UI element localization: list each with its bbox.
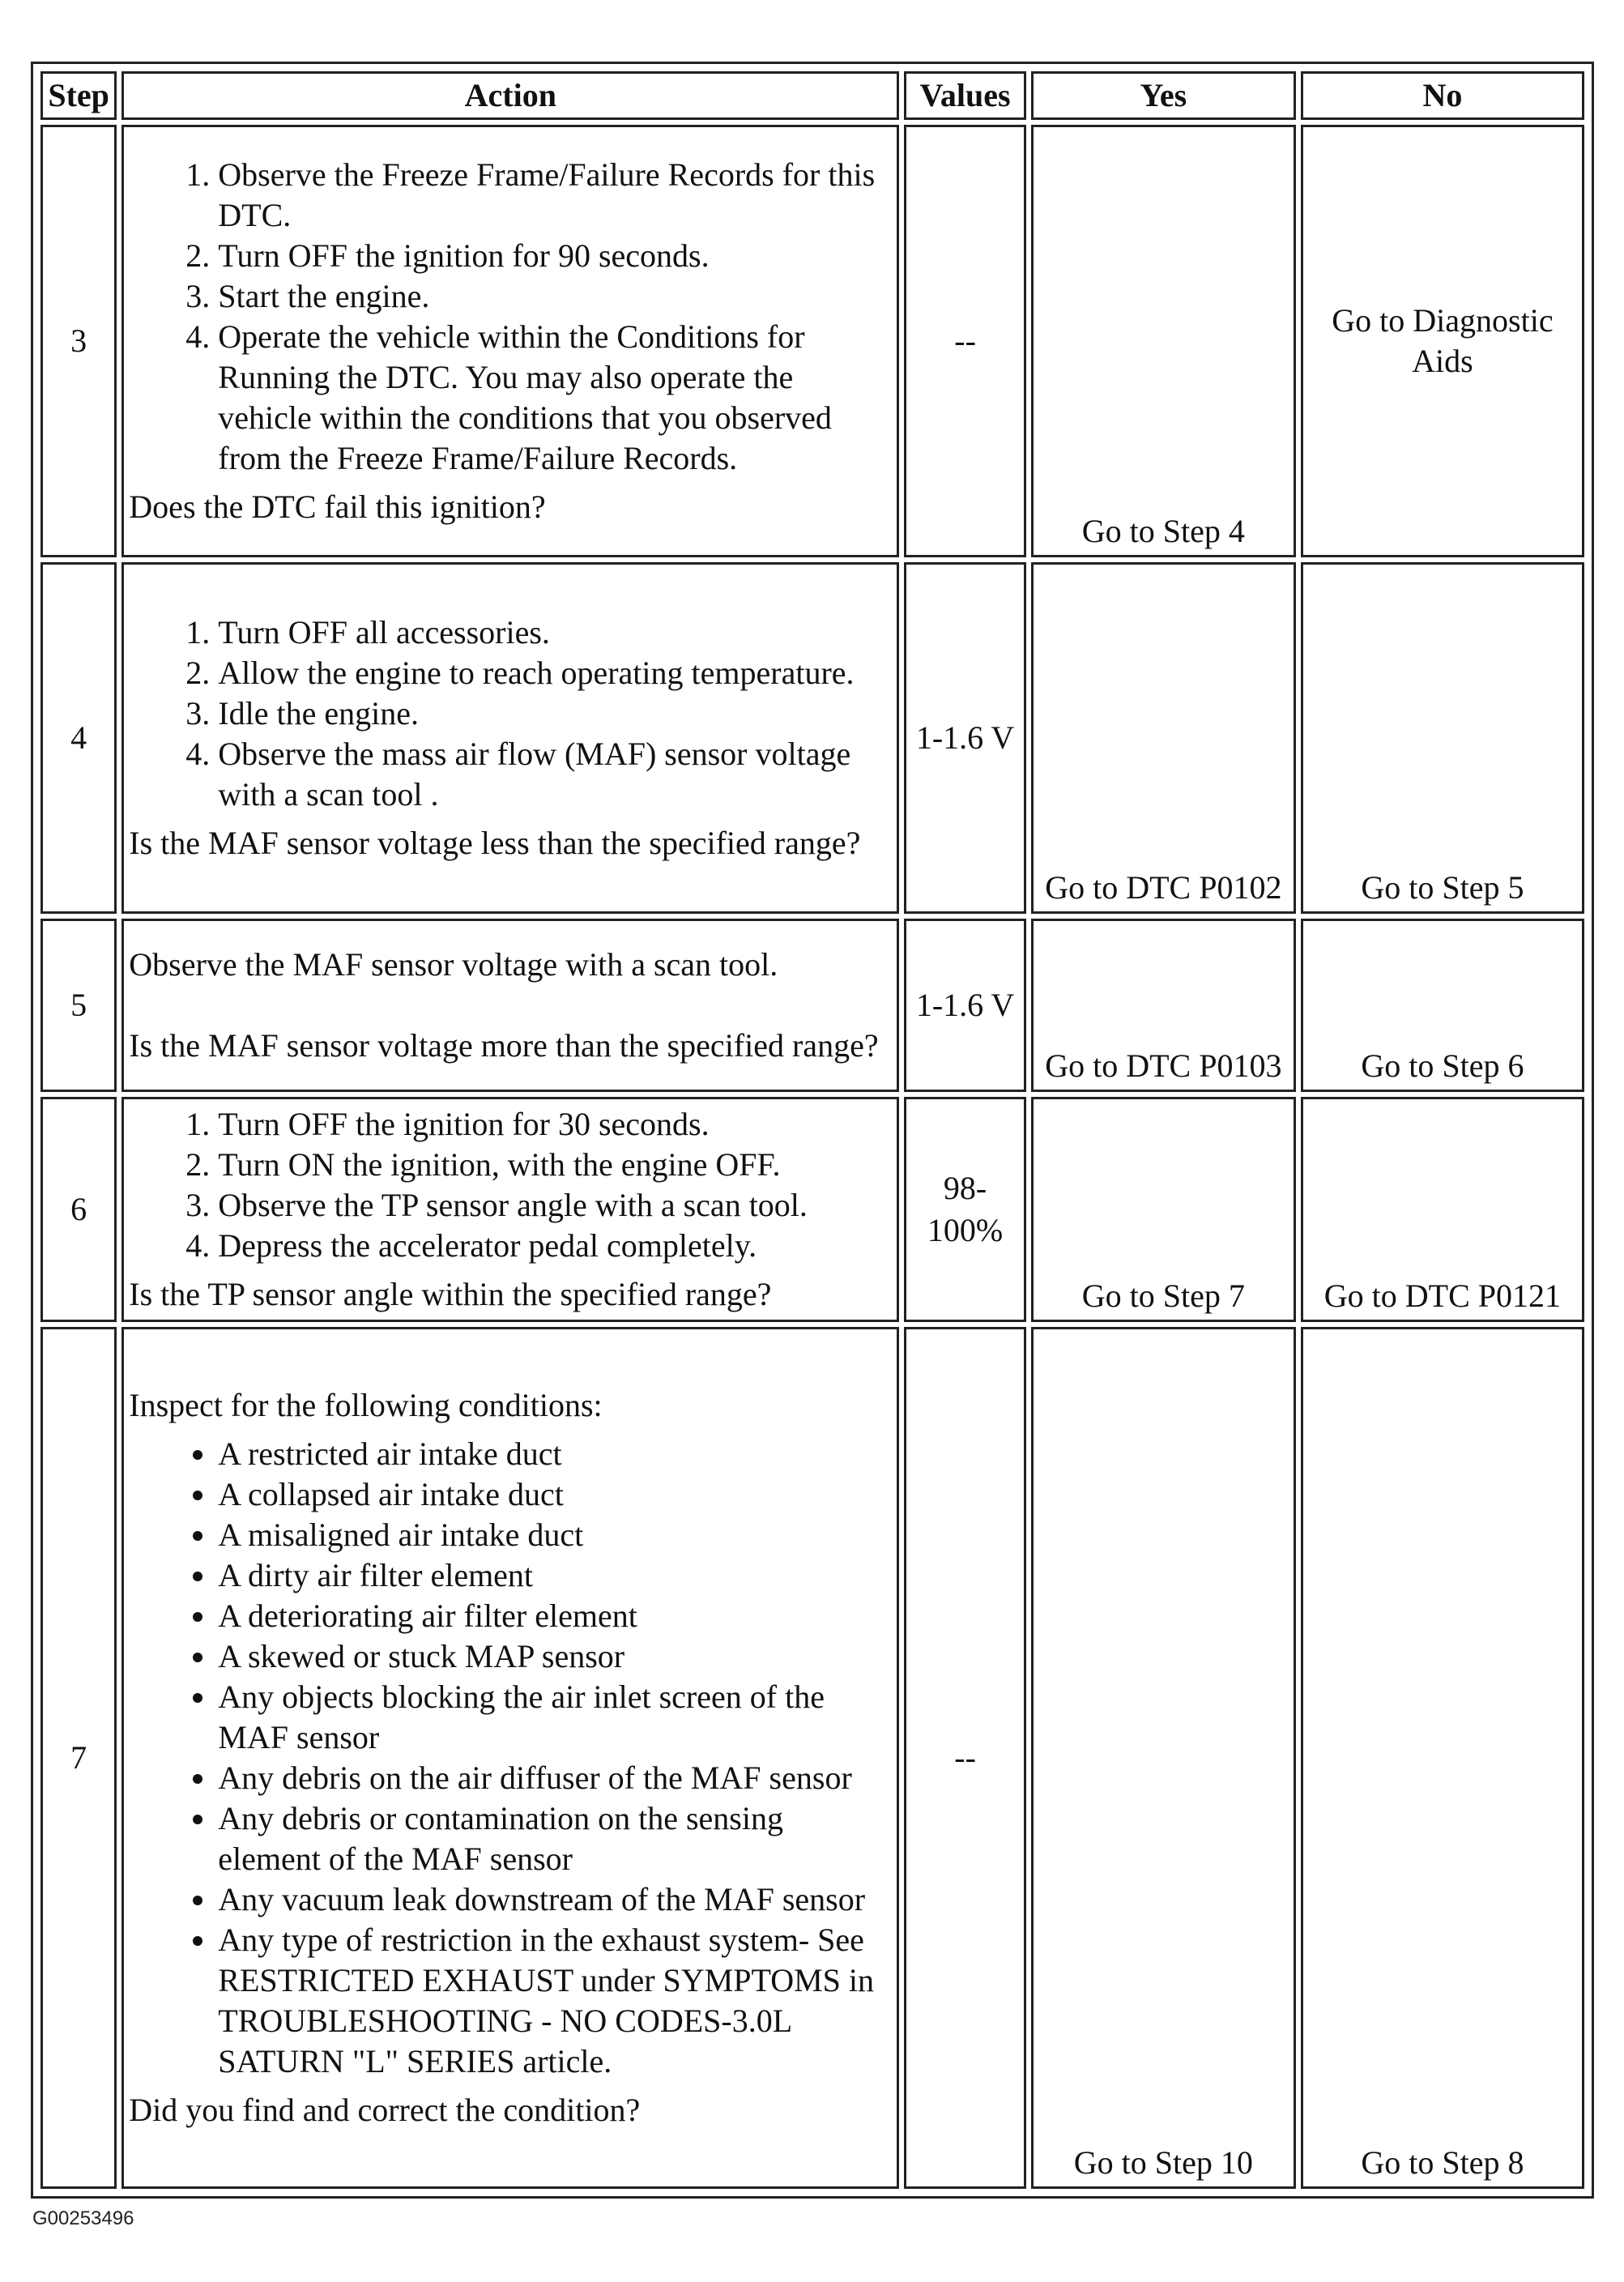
value-cell: --: [904, 125, 1025, 557]
list-item: 2. Turn ON the ignition, with the engine OFF.: [218, 1145, 892, 1185]
step-list: [129, 155, 892, 479]
list-item: • Any vacuum leak downstream of the MAF sensor: [218, 1879, 892, 1920]
list-item: 3. Start the engine.: [218, 276, 892, 317]
diagnostic-table-frame: [31, 62, 1594, 2199]
yes-cell: Go to Step 4: [1031, 125, 1296, 557]
yes-cell: Go to Step 7: [1031, 1097, 1296, 1322]
header-yes: Yes: [1031, 71, 1296, 120]
question-text: Is the MAF sensor voltage more than the specified range?: [129, 1027, 879, 1064]
list-item: 1. Observe the Freeze Frame/Failure Records for this DTC.: [218, 155, 892, 236]
value-cell: 98-100%: [904, 1097, 1025, 1322]
action-cell: [121, 125, 899, 557]
list-item: 1. Turn OFF all accessories.: [218, 612, 892, 653]
figure-id: G00253496: [32, 2207, 134, 2229]
yes-cell: Go to DTC P0102: [1031, 562, 1296, 914]
action-cell: [121, 1327, 899, 2189]
list-item: 2. Allow the engine to reach operating temperature.: [218, 653, 892, 693]
question-text: Is the MAF sensor voltage less than the specified range?: [129, 825, 861, 861]
header-no: No: [1301, 71, 1584, 120]
list-item: • A restricted air intake duct: [218, 1434, 892, 1474]
question-text: Does the DTC fail this ignition?: [129, 488, 546, 525]
step-list: [129, 612, 892, 815]
header-step: Step: [40, 71, 117, 120]
intro-text: Inspect for the following conditions:: [129, 1387, 603, 1423]
no-cell: Go to Step 6: [1301, 919, 1584, 1092]
list-item: • Any debris on the air diffuser of the MAF sensor: [218, 1758, 892, 1798]
table-row: [40, 1327, 1584, 2189]
list-item: • A dirty air filter element: [218, 1555, 892, 1596]
step-number: 6: [40, 1097, 117, 1322]
action-cell: [121, 1097, 899, 1322]
step-number: 3: [40, 125, 117, 557]
list-item: • A misaligned air intake duct: [218, 1515, 892, 1555]
list-item: 3. Idle the engine.: [218, 693, 892, 734]
value-cell: 1-1.6 V: [904, 562, 1025, 914]
list-item: 4. Depress the accelerator pedal completely.: [218, 1226, 892, 1266]
list-item: 1. Turn OFF the ignition for 30 seconds.: [218, 1104, 892, 1145]
no-cell: Go to Diagnostic Aids: [1301, 125, 1584, 557]
yes-cell: Go to Step 10: [1031, 1327, 1296, 2189]
list-item: 4. Observe the mass air flow (MAF) sensor voltage with a scan tool .: [218, 734, 892, 815]
list-item: • A skewed or stuck MAP sensor: [218, 1636, 892, 1677]
value-cell: 1-1.6 V: [904, 919, 1025, 1092]
step-number: 7: [40, 1327, 117, 2189]
question-text: Is the TP sensor angle within the specified range?: [129, 1276, 772, 1312]
question-text: Did you find and correct the condition?: [129, 2092, 641, 2128]
table-row: [40, 562, 1584, 914]
action-cell: [121, 562, 899, 914]
no-cell: Go to Step 8: [1301, 1327, 1584, 2189]
step-number: 5: [40, 919, 117, 1092]
list-item: • Any type of restriction in the exhaust system- See RESTRICTED EXHAUST under SYMPTOMS in TROUBLESHOOTING - NO CODES-3.0L SATURN "L" SERIES article.: [218, 1920, 892, 2082]
list-item: • A collapsed air intake duct: [218, 1474, 892, 1515]
list-item: 2. Turn OFF the ignition for 90 seconds.: [218, 236, 892, 276]
header-values: Values: [904, 71, 1025, 120]
table-row: [40, 919, 1584, 1092]
header-row: [40, 71, 1584, 120]
table-row: [40, 125, 1584, 557]
table-row: [40, 1097, 1584, 1322]
header-action: Action: [121, 71, 899, 120]
action-cell: [121, 919, 899, 1092]
list-item: • A deteriorating air filter element: [218, 1596, 892, 1636]
intro-text: Observe the MAF sensor voltage with a scan tool.: [129, 946, 778, 983]
condition-list: [129, 1434, 892, 2082]
step-number: 4: [40, 562, 117, 914]
list-item: 4. Operate the vehicle within the Conditions for Running the DTC. You may also operate the vehicle within the conditions that you observed from the Freeze Frame/Failure Records.: [218, 317, 892, 479]
step-list: [129, 1104, 892, 1266]
no-cell: Go to Step 5: [1301, 562, 1584, 914]
list-item: • Any objects blocking the air inlet screen of the MAF sensor: [218, 1677, 892, 1758]
yes-cell: Go to DTC P0103: [1031, 919, 1296, 1092]
list-item: 3. Observe the TP sensor angle with a scan tool.: [218, 1185, 892, 1226]
list-item: • Any debris or contamination on the sensing element of the MAF sensor: [218, 1798, 892, 1879]
diagnostic-table: [36, 66, 1589, 2194]
no-cell: Go to DTC P0121: [1301, 1097, 1584, 1322]
value-cell: --: [904, 1327, 1025, 2189]
